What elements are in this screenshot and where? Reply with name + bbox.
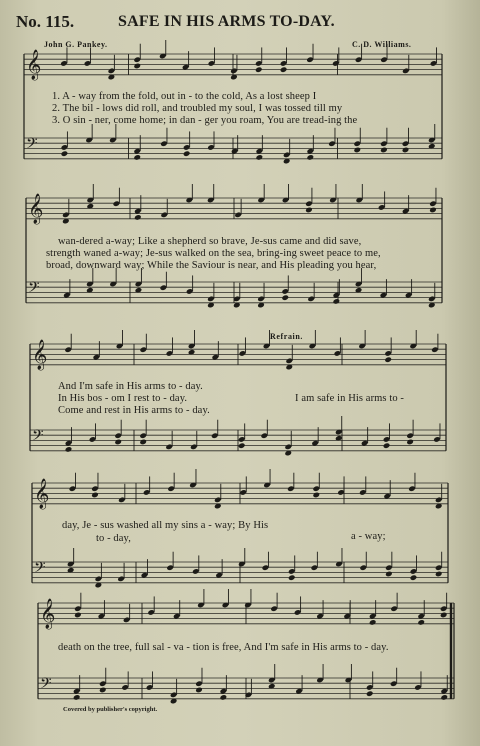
lyricist-credit: John G. Pankey. xyxy=(44,40,108,49)
treble-clef: 𝄞 xyxy=(40,599,56,629)
verse-2-line-1: 2. The bil - lows did roll, and troubled my soul, I was tossed till my xyxy=(52,103,343,114)
refrain-soprano-line: day, Je - sus washed all my sins a - way; By His xyxy=(62,520,269,531)
treble-clef: 𝄞 xyxy=(32,340,48,370)
note-head xyxy=(410,574,418,581)
bass-clef: 𝄢 xyxy=(34,559,46,580)
note-head xyxy=(256,154,264,161)
note-head xyxy=(307,154,315,161)
note-head xyxy=(305,207,313,214)
note-head xyxy=(312,492,320,499)
refrain-final-line: death on the tree, full sal - va - tion is free, And I'm safe in His arms to - day. xyxy=(58,642,389,653)
note-head xyxy=(74,612,82,619)
note-head xyxy=(280,66,288,73)
refrain-line-1: I am safe in His arms to - xyxy=(295,393,405,404)
composer-credit: C. D. Williams. xyxy=(352,40,412,49)
note-head xyxy=(402,147,410,154)
note-head xyxy=(380,147,388,154)
note-head xyxy=(353,147,361,154)
note-head xyxy=(440,694,448,701)
note-head xyxy=(369,619,377,626)
bass-clef: 𝄢 xyxy=(32,427,44,448)
verse-3-line-3: Come and rest in His arms to - day. xyxy=(58,405,210,416)
note-head xyxy=(73,694,81,701)
refrain-label: Refrain. xyxy=(270,332,304,341)
note-head xyxy=(61,150,69,157)
note-head xyxy=(139,439,147,446)
note-head xyxy=(383,442,391,449)
note-head xyxy=(238,442,246,449)
note-head xyxy=(406,439,414,446)
note-head xyxy=(133,154,141,161)
note-head xyxy=(183,150,191,157)
verse-3-line-2: broad, downward way; While the Saviour is near, and His pleading you hear, xyxy=(46,260,377,271)
treble-clef: 𝄞 xyxy=(34,479,50,509)
note-head xyxy=(333,298,341,305)
note-head xyxy=(384,356,392,363)
bass-clef: 𝄢 xyxy=(40,675,52,696)
note-head xyxy=(255,66,263,73)
note-head xyxy=(417,619,425,626)
note-head xyxy=(281,294,289,301)
note-head xyxy=(385,571,393,578)
hymn-number: No. 115. xyxy=(16,12,75,31)
hymn-title: SAFE IN HIS ARMS TO-DAY. xyxy=(118,13,335,30)
refrain-alto-line: a - way; xyxy=(351,531,386,542)
treble-clef: 𝄞 xyxy=(26,50,42,80)
verse-3-line-1: 3. O sin - ner, come home; in dan - ger you roam, You are tread-ing the xyxy=(52,115,358,126)
verse-2-line-3: In His bos - om I rest to - day. xyxy=(58,393,188,404)
note-head xyxy=(195,687,203,694)
verse-2-line-2: strength waned a-way; Je-sus walked on the sea, bring-ing sweet peace to me, xyxy=(46,248,381,259)
note-head xyxy=(429,207,437,214)
note-head xyxy=(133,63,141,70)
note-head xyxy=(114,439,122,446)
verse-1-line-3: And I'm safe in His arms to - day. xyxy=(58,381,203,392)
note-head xyxy=(99,687,107,694)
verse-1-line-2: wan-dered a-way; Like a shepherd so brave, Je-sus came and did save, xyxy=(58,236,362,247)
treble-clef: 𝄞 xyxy=(28,194,44,224)
note-head xyxy=(91,492,99,499)
note-head xyxy=(440,612,448,619)
note-head xyxy=(65,446,73,453)
verse-1-line-1: 1. A - way from the fold, out in - to the cold, As a lost sheep I xyxy=(52,91,317,102)
bass-clef: 𝄢 xyxy=(28,279,40,300)
copyright-note: Covered by publisher's copyright. xyxy=(63,706,158,713)
note-head xyxy=(288,574,296,581)
refrain-bass-line: to - day, xyxy=(96,533,131,544)
note-head xyxy=(134,214,142,221)
note-head xyxy=(220,694,228,701)
note-head xyxy=(366,690,374,697)
bass-clef: 𝄢 xyxy=(26,135,38,156)
note-head xyxy=(435,571,443,578)
